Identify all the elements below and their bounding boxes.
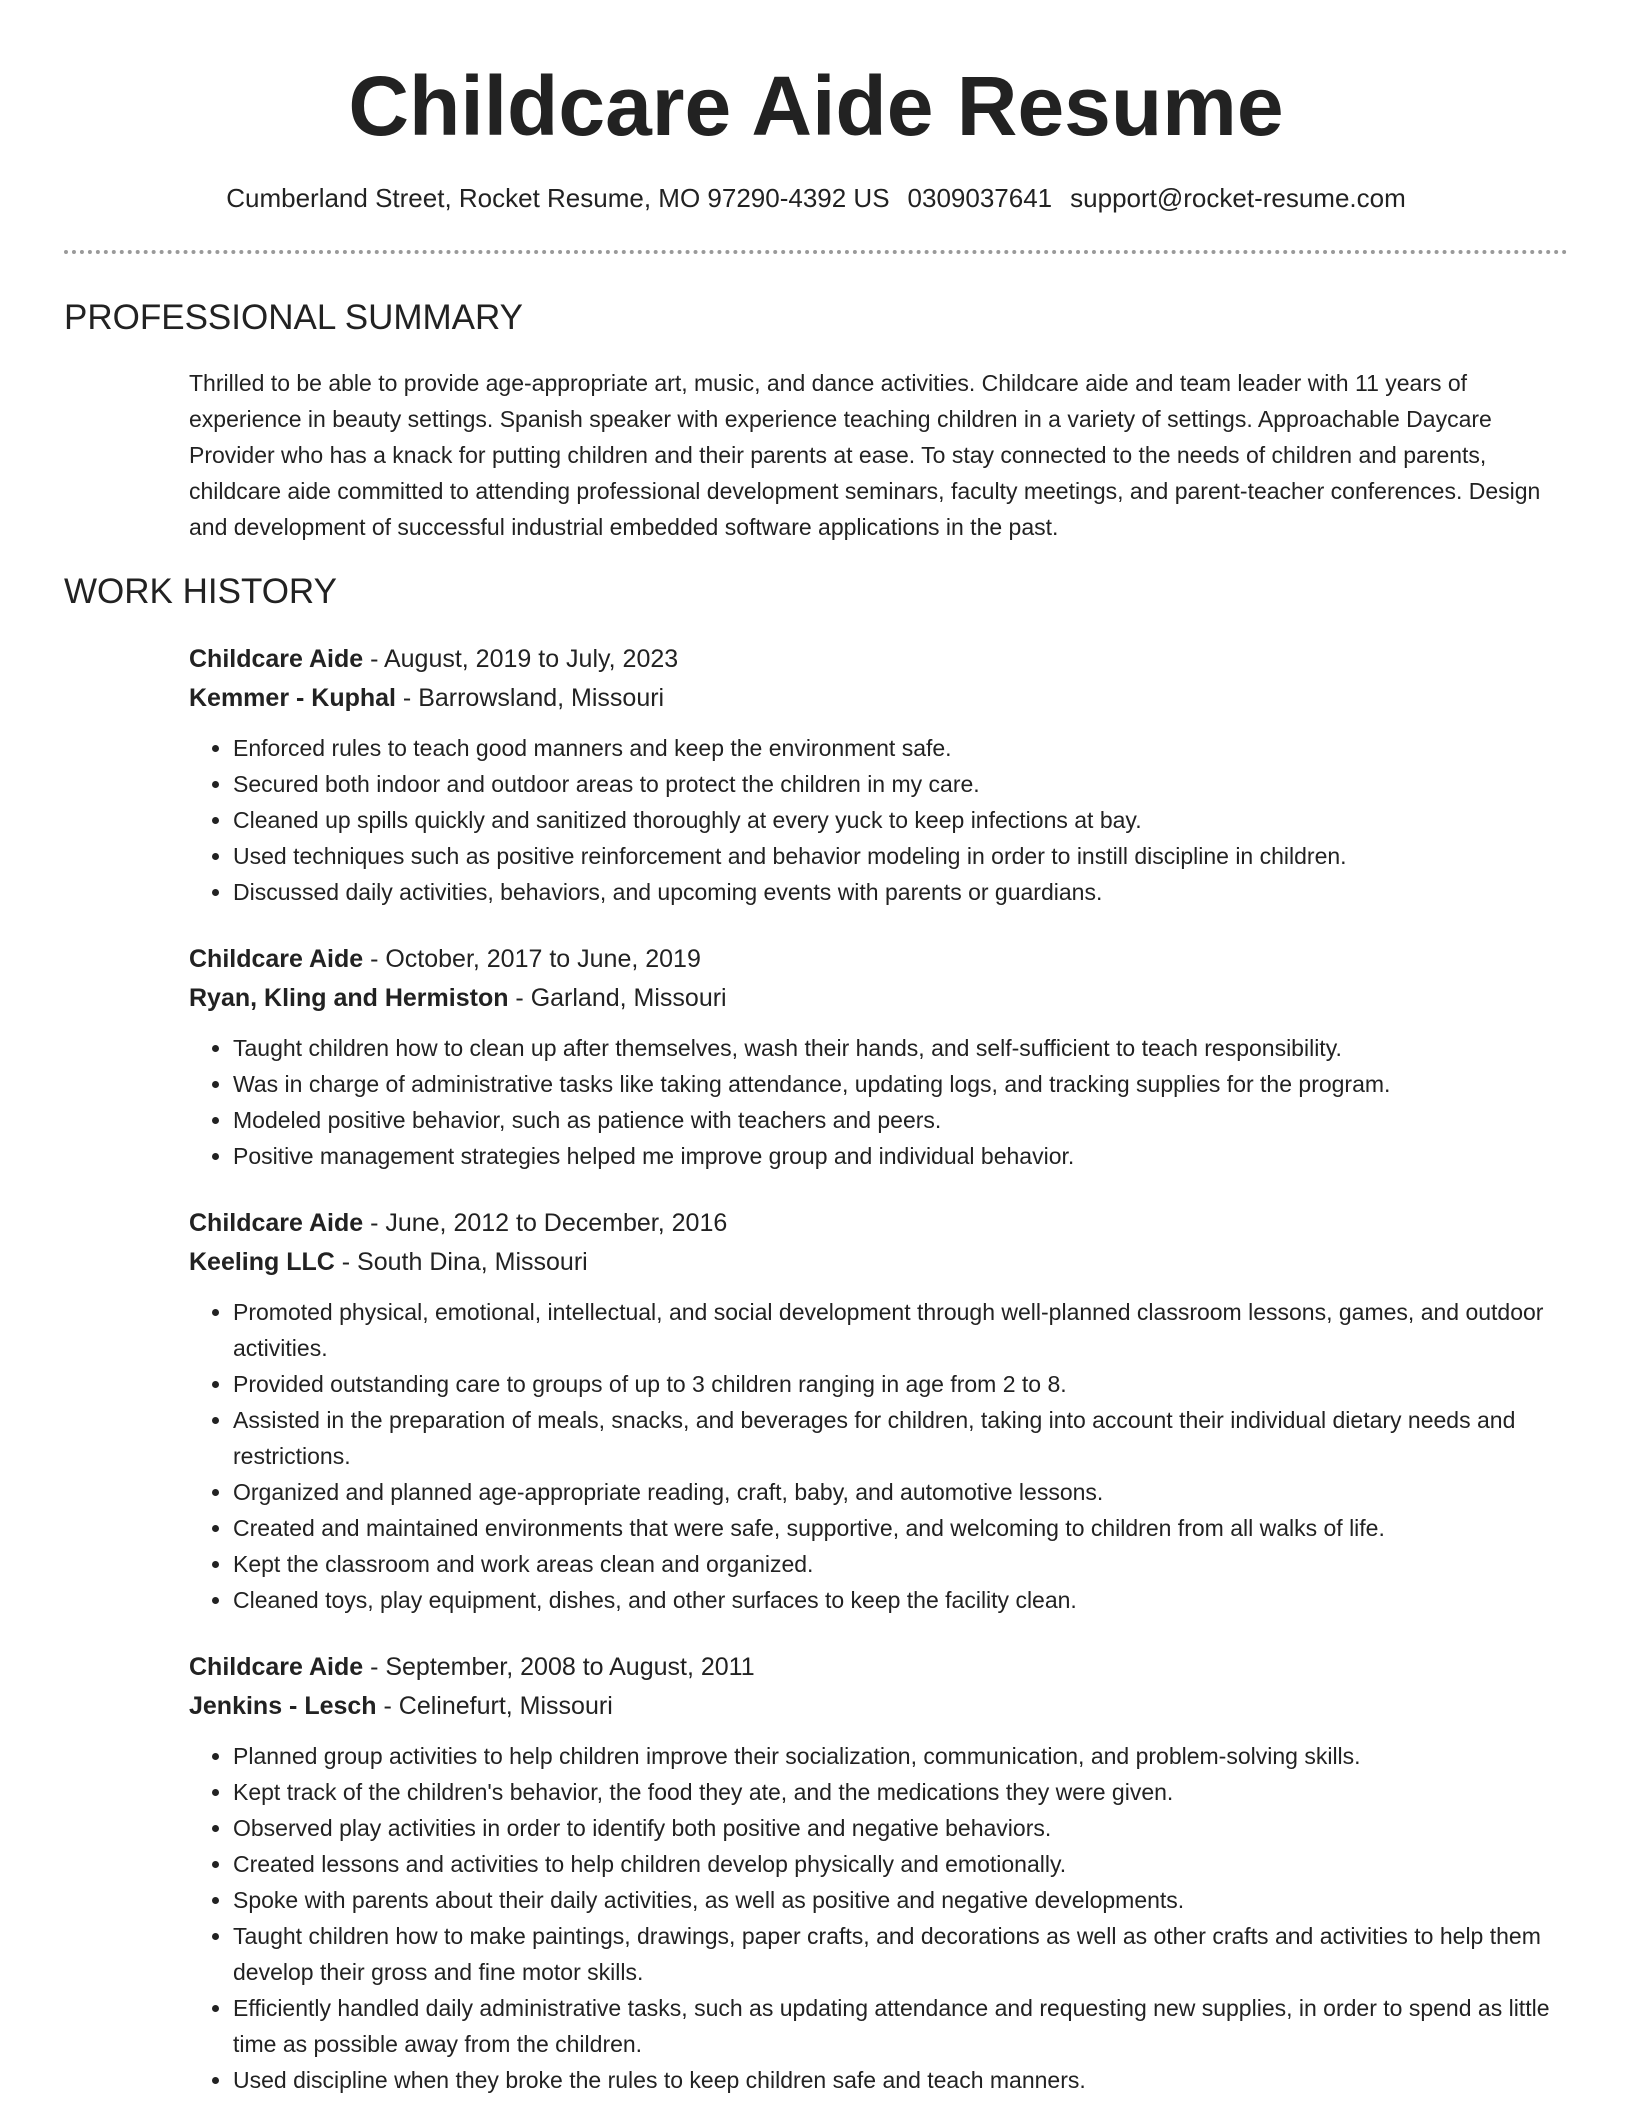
job-title: Childcare Aide	[189, 645, 364, 673]
job-location: - Celinefurt, Missouri	[376, 1692, 613, 1720]
job-company: Jenkins - Lesch	[189, 1692, 377, 1720]
job-bullet: • Promoted physical, emotional, intellectual, and social development through well-planned classroom lessons, games, and outdoor activities.	[233, 1294, 1569, 1366]
job-company: Keeling LLC	[189, 1248, 335, 1276]
job-company: Kemmer - Kuphal	[189, 684, 396, 712]
job-bullet: • Assisted in the preparation of meals, snacks, and beverages for children, taking into account their individual dietary needs and restrictions.	[233, 1402, 1569, 1474]
job-bullet: • Used discipline when they broke the rules to keep children safe and teach manners.	[233, 2062, 1569, 2098]
header-divider	[64, 250, 1568, 254]
job-title: Childcare Aide	[189, 1653, 364, 1681]
work-history-heading: WORK HISTORY	[64, 572, 337, 611]
job-bullet: • Planned group activities to help children improve their socialization, communication, and problem-solving skills.	[233, 1738, 1569, 1774]
job-bullet: • Created and maintained environments that were safe, supportive, and welcoming to children from all walks of life.	[233, 1510, 1569, 1546]
job-bullet: • Cleaned up spills quickly and sanitized thoroughly at every yuck to keep infections at bay.	[233, 802, 1569, 838]
job-title: Childcare Aide	[189, 1209, 364, 1237]
job-bullet: • Discussed daily activities, behaviors, and upcoming events with parents or guardians.	[233, 874, 1569, 910]
job-bullet: • Organized and planned age-appropriate reading, craft, baby, and automotive lessons.	[233, 1474, 1569, 1510]
job-bullet: • Spoke with parents about their daily activities, as well as positive and negative developments.	[233, 1882, 1569, 1918]
job-dates: - August, 2019 to July, 2023	[363, 645, 679, 673]
job-bullets	[189, 730, 1569, 910]
job-company-line	[189, 679, 1569, 718]
work-history-list	[189, 640, 1569, 2112]
job-title-line	[189, 940, 1569, 979]
job-location: - Garland, Missouri	[508, 984, 727, 1012]
job-bullet: • Used techniques such as positive reinforcement and behavior modeling in order to instill discipline in children.	[233, 838, 1569, 874]
job-bullet: • Positive management strategies helped me improve group and individual behavior.	[233, 1138, 1569, 1174]
job-bullet: • Secured both indoor and outdoor areas to protect the children in my care.	[233, 766, 1569, 802]
job-bullet: • Observed play activities in order to identify both positive and negative behaviors.	[233, 1810, 1569, 1846]
resume-title: Childcare Aide Resume	[348, 59, 1284, 153]
job-company-line	[189, 979, 1569, 1018]
job-company-line	[189, 1687, 1569, 1726]
job-location: - Barrowsland, Missouri	[395, 684, 665, 712]
job-entry	[189, 1648, 1569, 2098]
job-bullets	[189, 1030, 1569, 1174]
contact-line	[0, 180, 1632, 216]
professional-summary-text: Thrilled to be able to provide age-appropriate art, music, and dance activities. Childcare aide and team leader with 11 years of experience in beauty settings. Spanish speaker with experience teaching children in a variety of settings. Approachable Daycare Provider who has a knack for putting children and their parents at ease. To stay connected to the needs of children and parents, childcare aide committed to attending professional development seminars, faculty meetings, and parent-teacher conferences. Design and development of successful industrial embedded software applications in the past.	[189, 370, 1541, 540]
job-entry	[189, 640, 1569, 910]
job-company-line	[189, 1243, 1569, 1282]
job-dates: - September, 2008 to August, 2011	[363, 1653, 755, 1681]
job-entry	[189, 940, 1569, 1174]
job-bullets	[189, 1294, 1569, 1618]
job-location: - South Dina, Missouri	[334, 1248, 588, 1276]
job-company: Ryan, Kling and Hermiston	[189, 984, 509, 1012]
professional-summary-heading: PROFESSIONAL SUMMARY	[64, 298, 523, 337]
job-title: Childcare Aide	[189, 945, 364, 973]
job-bullet: • Cleaned toys, play equipment, dishes, and other surfaces to keep the facility clean.	[233, 1582, 1569, 1618]
contact-address: Cumberland Street, Rocket Resume, MO 97290-4392 US	[226, 183, 890, 213]
job-dates: - June, 2012 to December, 2016	[363, 1209, 728, 1237]
job-dates: - October, 2017 to June, 2019	[363, 945, 701, 973]
contact-email: support@rocket-resume.com	[1070, 183, 1406, 213]
job-bullet: • Efficiently handled daily administrative tasks, such as updating attendance and requesting new supplies, in order to spend as little time as possible away from the children.	[233, 1990, 1569, 2062]
job-bullet: • Kept the classroom and work areas clean and organized.	[233, 1546, 1569, 1582]
job-bullet: • Kept track of the children's behavior, the food they ate, and the medications they were given.	[233, 1774, 1569, 1810]
job-bullet: • Taught children how to make paintings, drawings, paper crafts, and decorations as well as other crafts and activities to help them develop their gross and fine motor skills.	[233, 1918, 1569, 1990]
job-bullet: • Taught children how to clean up after themselves, wash their hands, and self-sufficient to teach responsibility.	[233, 1030, 1569, 1066]
job-title-line	[189, 1648, 1569, 1687]
job-bullet: • Provided outstanding care to groups of up to 3 children ranging in age from 2 to 8.	[233, 1366, 1569, 1402]
job-entry	[189, 1204, 1569, 1618]
job-bullet: • Enforced rules to teach good manners and keep the environment safe.	[233, 730, 1569, 766]
job-title-line	[189, 640, 1569, 679]
job-bullet: • Created lessons and activities to help children develop physically and emotionally.	[233, 1846, 1569, 1882]
job-bullet: • Was in charge of administrative tasks like taking attendance, updating logs, and tracking supplies for the program.	[233, 1066, 1569, 1102]
job-title-line	[189, 1204, 1569, 1243]
contact-phone: 0309037641	[907, 183, 1053, 213]
job-bullet: • Modeled positive behavior, such as patience with teachers and peers.	[233, 1102, 1569, 1138]
job-bullets	[189, 1738, 1569, 2098]
